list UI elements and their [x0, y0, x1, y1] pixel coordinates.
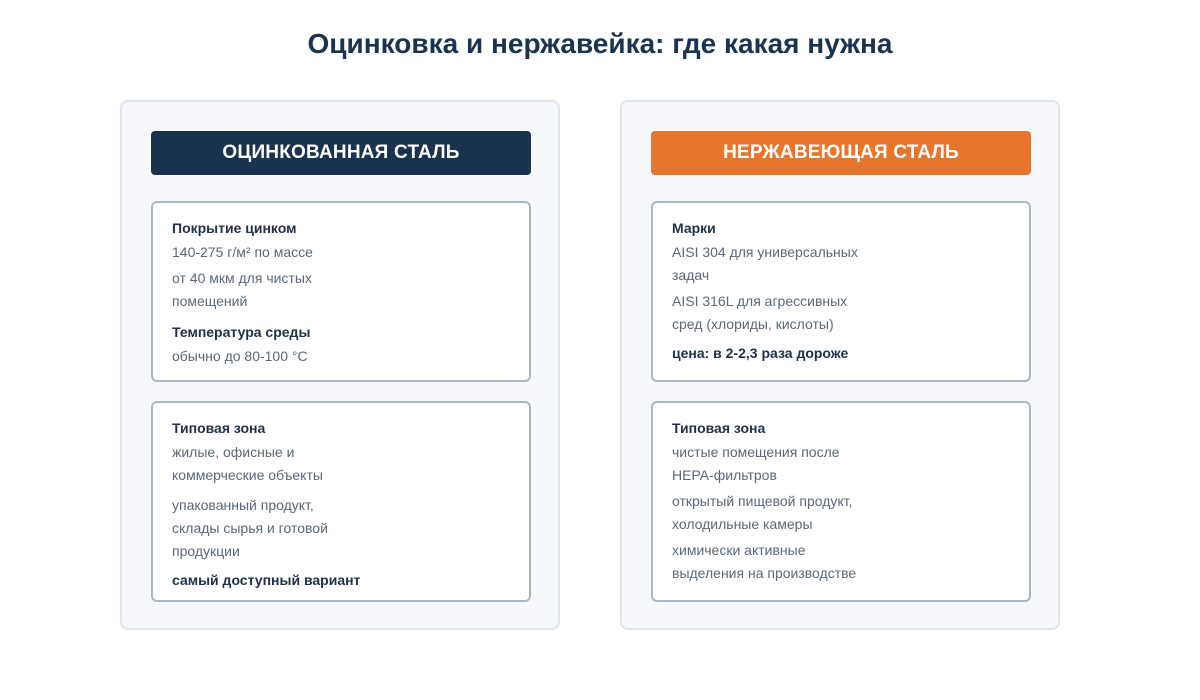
- stainless-header: НЕРЖАВЕЮЩАЯ СТАЛЬ: [651, 131, 1031, 175]
- coating-thickness-text: от 40 мкм для чистых помещений: [172, 270, 312, 309]
- coating-mass-text: 140-275 г/м² по массе: [172, 244, 313, 260]
- stainless-zone-card: [651, 401, 1031, 602]
- zone-heading: Типовая зона: [672, 420, 766, 436]
- zone-text-2: упакованный продукт, склады сырья и готовой продукции: [172, 497, 328, 559]
- zone-heading: Типовая зона: [172, 420, 266, 436]
- zone-text-3: химически активные выделения на производстве: [672, 542, 857, 581]
- stainless-column: [620, 100, 1060, 630]
- grade-304-text: AISI 304 для универсальных задач: [672, 244, 858, 283]
- galvanized-properties-card: [151, 201, 531, 382]
- galvanized-column: [120, 100, 560, 630]
- grades-heading: Марки: [672, 220, 716, 236]
- price-note: цена: в 2-2,3 раза дороже: [672, 345, 849, 361]
- galvanized-header: ОЦИНКОВАННАЯ СТАЛЬ: [151, 131, 531, 175]
- coating-heading: Покрытие цинком: [172, 220, 297, 236]
- temperature-heading: Температура среды: [172, 324, 311, 340]
- galvanized-zone-card: [151, 401, 531, 602]
- affordable-note: самый доступный вариант: [172, 572, 361, 588]
- stainless-grades-card: [651, 201, 1031, 382]
- grade-316l-text: AISI 316L для агрессивных сред (хлориды, кислоты): [672, 293, 848, 332]
- zone-text-1: чистые помещения после HEPA-фильтров: [672, 444, 840, 483]
- page-title: Оцинковка и нержавейка: где какая нужна: [307, 28, 893, 59]
- zone-text-1: жилые, офисные и коммерческие объекты: [172, 444, 323, 483]
- zone-text-2: открытый пищевой продукт, холодильные камеры: [672, 493, 853, 532]
- temperature-text: обычно до 80-100 °C: [172, 348, 308, 364]
